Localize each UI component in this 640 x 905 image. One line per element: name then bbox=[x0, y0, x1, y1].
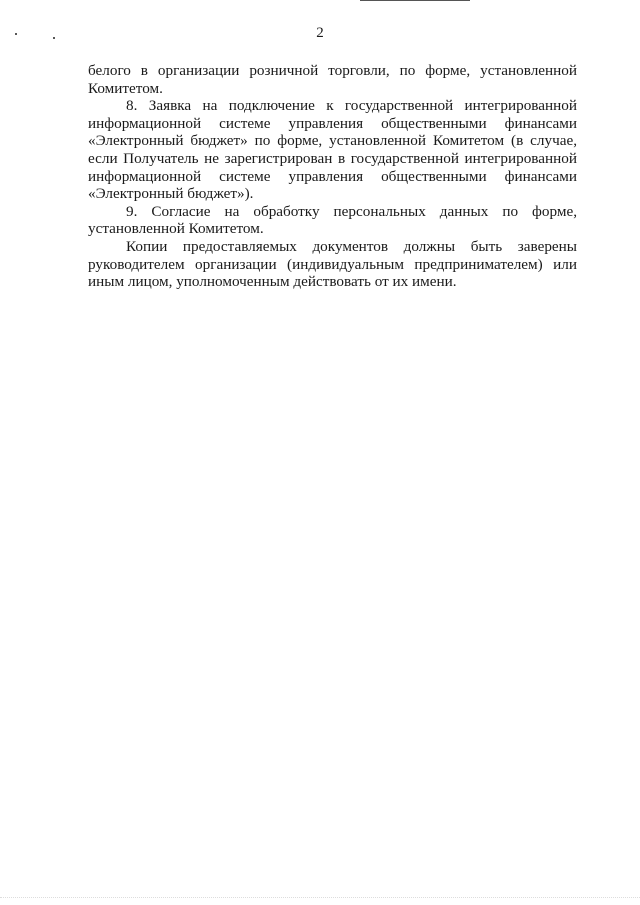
paragraph-copies: Копии предоставляемых документов должны быть заверены руководителем организации (индивидуальным предпринимателем) или иным лицом, уполномоченным действовать от их имени. bbox=[88, 237, 577, 291]
paragraph-item-9: 9. Согласие на обработку персональных данных по форме, установленной Комитетом. bbox=[88, 202, 577, 238]
bottom-scan-edge bbox=[0, 897, 640, 899]
page-number: 2 bbox=[316, 25, 324, 41]
paragraph-item-8: 8. Заявка на подключение к государственной интегрированной информационной системе управления общественными финансами «Электронный бюджет» по форме, установленной Комитетом (в случае, если Получатель не зарегистрирован в государственной интегрированной информационной системе управления общественными финансами «Электронный бюджет»). bbox=[88, 97, 577, 203]
top-edge-rule bbox=[360, 0, 470, 1]
paragraph-continuation: белого в организации розничной торговли, по форме, установленной Комитетом. bbox=[88, 62, 577, 97]
document-body bbox=[88, 62, 577, 291]
